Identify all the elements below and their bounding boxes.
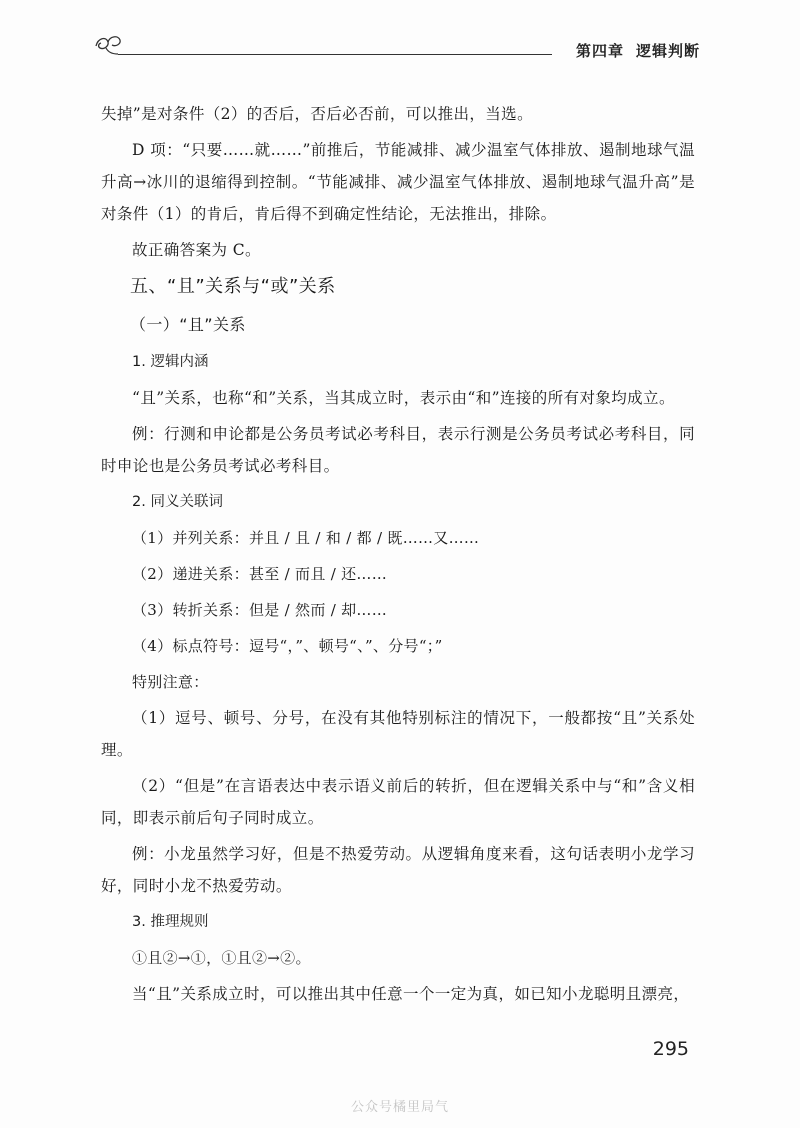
chapter-number: 第四章 <box>575 42 624 60</box>
part-heading: 3. 推理规则 <box>132 914 209 930</box>
section-heading: 五、“且”关系与“或”关系 <box>130 276 336 297</box>
note-label: 特别注意： <box>132 673 209 691</box>
list-item: （3）转折关系：但是 / 然而 / 却…… <box>132 601 388 619</box>
paragraph: 故正确答案为 C。 <box>132 241 261 259</box>
part-heading: 1. 逻辑内涵 <box>132 354 209 370</box>
watermark: 公众号橘里局气 <box>350 1100 449 1115</box>
page-number: 295 <box>652 1038 689 1060</box>
paragraph: 当“且”关系成立时，可以推出其中任意一个一定为真，如已知小龙聪明且漂亮， <box>132 985 690 1003</box>
header-rule <box>118 54 552 55</box>
chapter-section: 逻辑判断 <box>635 42 700 60</box>
example-paragraph: 例：小龙虽然学习好，但是不热爱劳动。从逻辑角度来看，这句话表明小龙学习好，同时小龙不热爱劳动。 <box>101 845 695 895</box>
leaf-ornament-icon <box>92 30 128 60</box>
part-heading: 2. 同义关联词 <box>132 494 223 510</box>
paragraph: 失掉”是对条件（2）的否后，否后必否前，可以推出，当选。 <box>101 105 533 123</box>
rule-formula: ①且②→①，①且②→②。 <box>132 949 311 967</box>
definition-paragraph: “且”关系，也称“和”关系，当其成立时，表示由“和”连接的所有对象均成立。 <box>132 389 675 407</box>
list-item: （2）递进关系：甚至 / 而且 / 还…… <box>132 565 388 583</box>
chapter-title <box>576 40 700 61</box>
page-body <box>101 98 695 1014</box>
list-item: （1）并列关系：并且 / 且 / 和 / 都 / 既……又…… <box>132 529 480 547</box>
note-paragraph: （1）逗号、顿号、分号，在没有其他特别标注的情况下，一般都按“且”关系处理。 <box>101 709 695 759</box>
note-paragraph: （2）“但是”在言语表达中表示语义前后的转折，但在逻辑关系中与“和”含义相同，即表示前后句子同时成立。 <box>101 777 695 827</box>
subsection-heading: （一）“且”关系 <box>130 315 246 334</box>
example-paragraph: 例：行测和申论都是公务员考试必考科目，表示行测是公务员考试必考科目，同时申论也是公务员考试必考科目。 <box>101 425 695 475</box>
running-header <box>92 30 704 64</box>
list-item: （4）标点符号：逗号“，”、顿号“、”、分号“；” <box>132 637 443 655</box>
paragraph: D 项：“只要……就……”前推后，节能减排、减少温室气体排放、遏制地球气温升高→冰川的退缩得到控制。“节能减排、减少温室气体排放、遏制地球气温升高”是对条件（1）的肯后，肯后得不到确定性结论，无法推出，排除。 <box>101 141 695 223</box>
